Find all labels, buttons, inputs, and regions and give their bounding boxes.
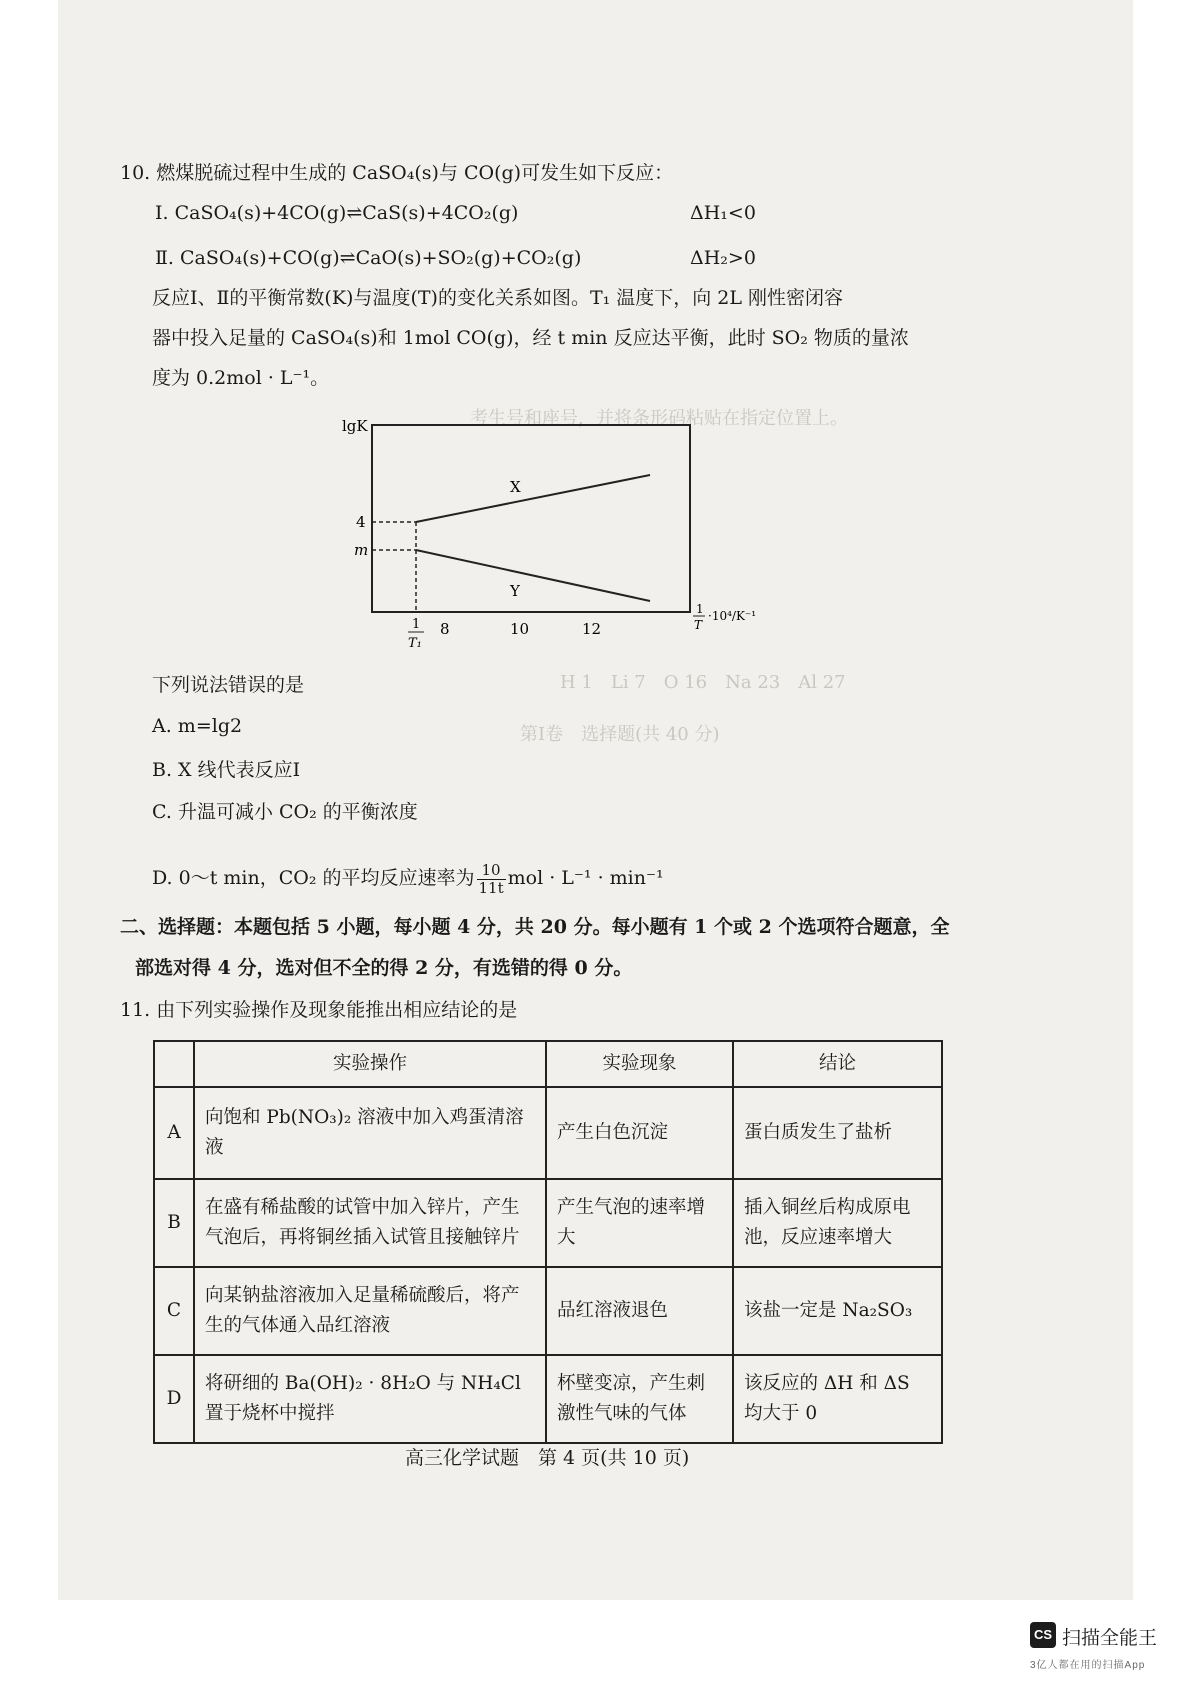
row-phenomenon: 产生白色沉淀: [546, 1087, 733, 1179]
q10-description-line-2: 器中投入足量的 CaSO₄(s)和 1mol CO(g)，经 t min 反应达平衡，此时 SO₂ 物质的量浓: [152, 327, 909, 349]
watermark-subtitle: 3亿人都在用的扫描App: [1030, 1660, 1146, 1671]
x-tick-10: 10: [510, 620, 530, 638]
row-phenomenon: 产生气泡的速率增大: [546, 1179, 733, 1267]
curve-y: [416, 550, 650, 601]
x-axis-frac-denominator: T: [694, 618, 703, 632]
table-row: [154, 1355, 942, 1443]
row-label: A: [154, 1087, 194, 1179]
table-header-conclusion: 结论: [733, 1041, 942, 1087]
fraction-denominator: 11t: [478, 878, 504, 897]
row-phenomenon: 杯壁变凉，产生刺激性气味的气体: [546, 1355, 733, 1443]
q10-reaction-2-enthalpy: ΔH₂>0: [690, 247, 756, 269]
row-operation: 将研细的 Ba(OH)₂ · 8H₂O 与 NH₄Cl 置于烧杯中搅拌: [194, 1355, 546, 1443]
fraction-numerator: 10: [477, 862, 506, 880]
q11-stem: 11. 由下列实验操作及现象能推出相应结论的是: [120, 999, 518, 1021]
q10-option-d-suffix: mol · L⁻¹ · min⁻¹: [507, 867, 664, 889]
row-conclusion: 该盐一定是 Na₂SO₃: [733, 1267, 942, 1355]
q10-reaction-1-enthalpy: ΔH₁<0: [690, 202, 756, 224]
row-operation: 向饱和 Pb(NO₃)₂ 溶液中加入鸡蛋清溶液: [194, 1087, 546, 1179]
x-tick-t1-denominator: T₁: [408, 636, 422, 651]
bleed-through-text: H 1 Li 7 O 16 Na 23 Al 27: [560, 672, 846, 693]
q10-option-c: C. 升温可减小 CO₂ 的平衡浓度: [152, 801, 418, 823]
table-header-phenomenon: 实验现象: [546, 1041, 733, 1087]
y-tick-4: 4: [356, 513, 366, 531]
curve-x: [416, 475, 650, 522]
row-operation: 向某钠盐溶液加入足量稀硫酸后，将产生的气体通入品红溶液: [194, 1267, 546, 1355]
y-tick-m: m: [354, 541, 369, 559]
bleed-through-text: 考生号和座号，并将条形码粘贴在指定位置上。: [470, 408, 848, 429]
q10-stem: 10. 燃煤脱硫过程中生成的 CaSO₄(s)与 CO(g)可发生如下反应：: [120, 162, 674, 184]
row-operation: 在盛有稀盐酸的试管中加入锌片，产生气泡后，再将铜丝插入试管且接触锌片: [194, 1179, 546, 1267]
x-tick-8: 8: [440, 620, 450, 638]
graph-frame: [372, 425, 690, 612]
row-conclusion: 插入铜丝后构成原电池，反应速率增大: [733, 1179, 942, 1267]
q10-option-d: [152, 858, 664, 898]
q10-option-d-prefix: D. 0～t min，CO₂ 的平均反应速率为: [152, 867, 475, 889]
table-row: [154, 1267, 942, 1355]
row-phenomenon: 品红溶液退色: [546, 1267, 733, 1355]
q10-option-d-fraction: [477, 862, 506, 897]
table-row: [154, 1087, 942, 1179]
row-label: B: [154, 1179, 194, 1267]
lgK-temperature-graph: [330, 415, 770, 660]
x-tick-12: 12: [582, 620, 602, 638]
bleed-through-text: 第Ⅰ卷 选择题(共 40 分): [520, 724, 720, 745]
curve-y-label: Y: [510, 582, 520, 600]
x-tick-t1-numerator: 1: [412, 617, 421, 632]
section2-instructions-line-2: 部选对得 4 分，选对但不全的得 2 分，有选错的得 0 分。: [135, 957, 633, 979]
y-axis-label: lgK: [342, 417, 368, 435]
section2-instructions-line-1: 二、选择题：本题包括 5 小题，每小题 4 分，共 20 分。每小题有 1 个或 2 个选项符合题意，全: [120, 916, 950, 938]
q10-option-b: B. X 线代表反应Ⅰ: [152, 759, 301, 781]
q10-reaction-2: Ⅱ. CaSO₄(s)+CO(g)⇌CaO(s)+SO₂(g)+CO₂(g): [155, 247, 582, 269]
curve-x-label: X: [510, 478, 521, 496]
table-row: [154, 1179, 942, 1267]
row-conclusion: 蛋白质发生了盐析: [733, 1087, 942, 1179]
page-footer: 高三化学试题 第 4 页(共 10 页): [405, 1447, 690, 1469]
table-header-operation: 实验操作: [194, 1041, 546, 1087]
table-header-blank: [154, 1041, 194, 1087]
camscanner-logo-icon: CS: [1030, 1622, 1056, 1648]
x-axis-label: ·10⁴/K⁻¹: [708, 609, 757, 623]
experiment-table: [153, 1040, 943, 1444]
q10-reaction-1: Ⅰ. CaSO₄(s)+4CO(g)⇌CaS(s)+4CO₂(g): [155, 202, 519, 224]
x-axis-frac-numerator: 1: [696, 602, 704, 616]
q10-description-line-1: 反应Ⅰ、Ⅱ的平衡常数(K)与温度(T)的变化关系如图。T₁ 温度下，向 2L 刚性密闭容: [152, 287, 844, 309]
watermark-title: 扫描全能王: [1062, 1628, 1158, 1649]
row-label: D: [154, 1355, 194, 1443]
table-header-row: [154, 1041, 942, 1087]
q10-option-a: A. m=lg2: [152, 715, 243, 737]
row-label: C: [154, 1267, 194, 1355]
row-conclusion: 该反应的 ΔH 和 ΔS 均大于 0: [733, 1355, 942, 1443]
q10-prompt: 下列说法错误的是: [152, 674, 305, 696]
q10-description-line-3: 度为 0.2mol · L⁻¹。: [152, 367, 330, 389]
